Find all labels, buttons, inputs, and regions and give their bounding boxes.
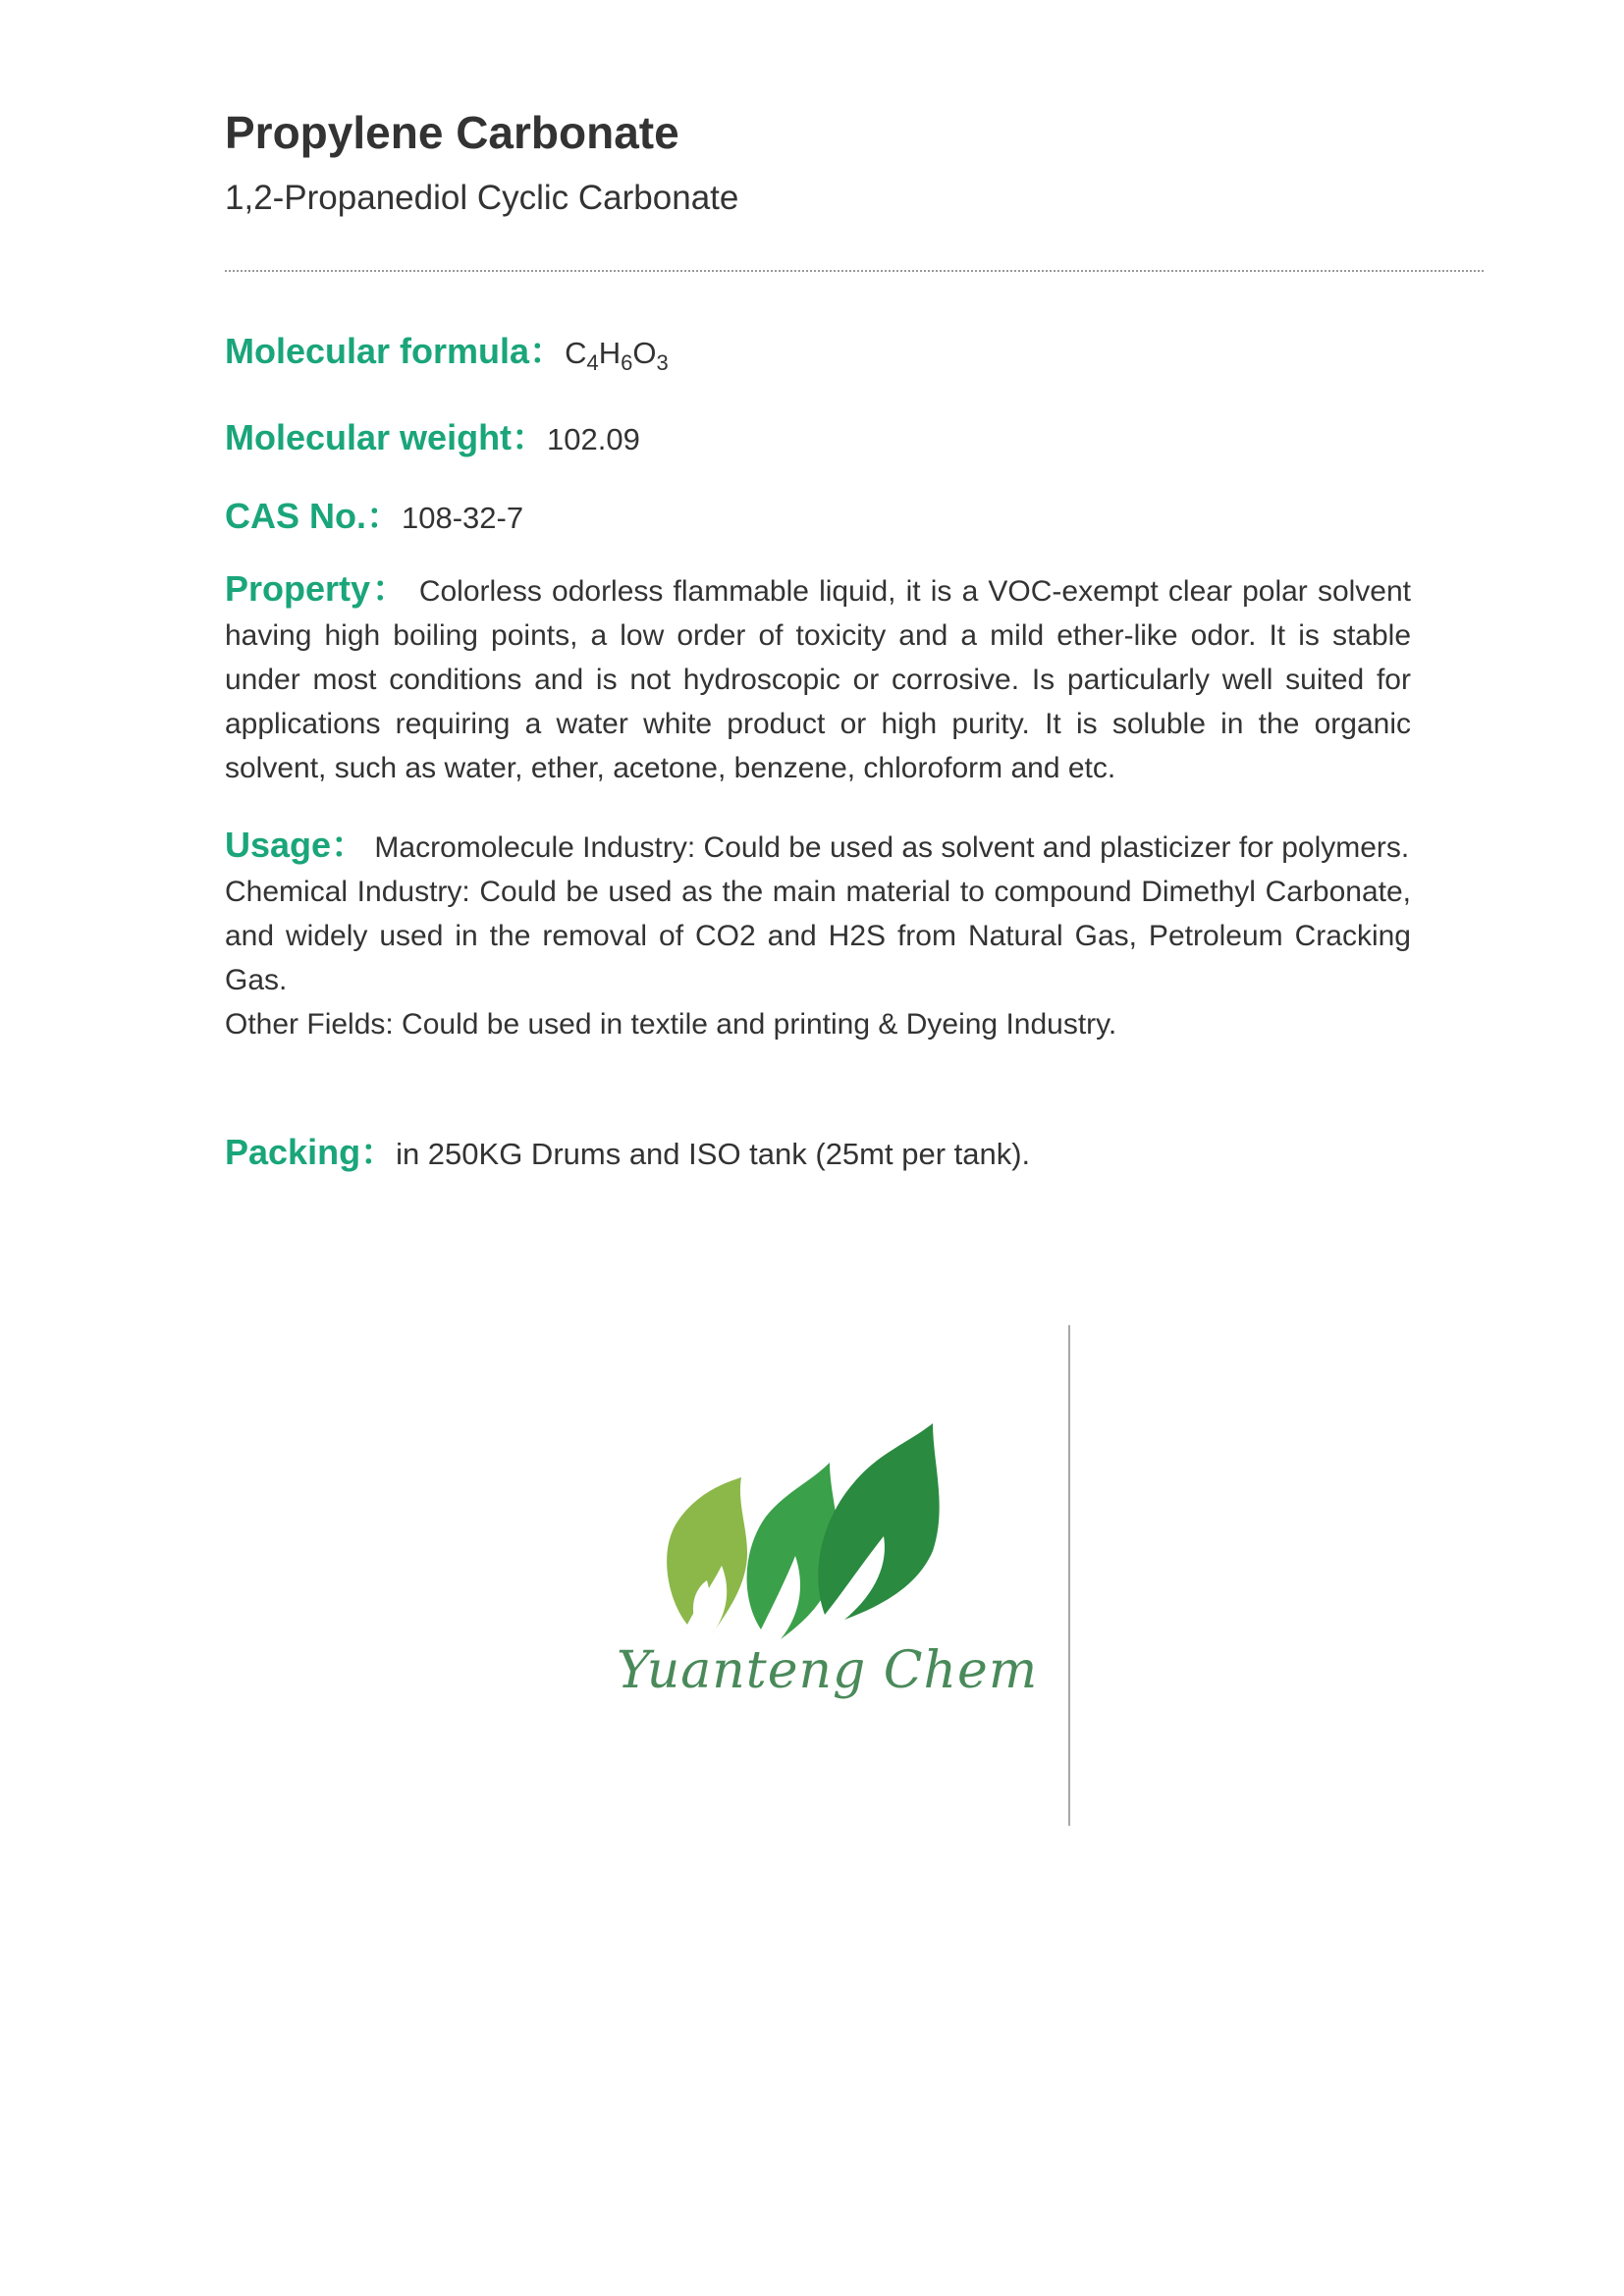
cas-number-row (225, 489, 523, 539)
cas-number-value: 108-32-7 (402, 501, 524, 535)
property-text: Colorless odorless flammable liquid, it is a VOC-exempt clear polar solvent having high boiling points, a low order of toxicity and a mild ether-like odor. It is stable under most conditions and is not hydroscopic or corrosive. Is particularly well suited for applications requiring a water white product or high purity. It is soluble in the organic solvent, such as water, ether, acetone, benzene, chloroform and etc. (225, 575, 1411, 784)
usage-line-other: Other Fields: Could be used in textile and printing & Dyeing Industry. (225, 1008, 1117, 1041)
packing-row (225, 1125, 1030, 1175)
vertical-divider (1068, 1325, 1070, 1826)
property-section (225, 566, 1411, 790)
molecular-weight-value: 102.09 (547, 422, 640, 456)
leaves-logo-icon (550, 1335, 1060, 1826)
formula-element-c: C (565, 336, 587, 370)
logo-wordmark: Yuanteng Chem (617, 1641, 1039, 1700)
usage-text-macromolecule: Macromolecule Industry: Could be used as solvent and plasticizer for polymers. (374, 831, 1410, 864)
packing-label: Packing： (225, 1132, 397, 1172)
packing-text: in 250KG Drums and ISO tank (25mt per tank). (396, 1137, 1031, 1171)
usage-line-macromolecule (225, 823, 1411, 870)
usage-section (225, 823, 1411, 1046)
company-logo (550, 1335, 1060, 1826)
formula-subscript-h: 6 (621, 350, 633, 375)
molecular-weight-label: Molecular weight： (225, 417, 548, 457)
cas-number-label: CAS No.： (225, 496, 403, 536)
usage-line-chemical: Chemical Industry: Could be used as the main material to compound Dimethyl Carbonate, and widely used in the removal of CO2 and H2S from Natural Gas, Petroleum Cracking Gas. (225, 876, 1411, 996)
formula-subscript-o: 3 (656, 350, 669, 375)
molecular-formula-row (225, 324, 669, 376)
molecular-formula-value (565, 336, 669, 375)
formula-element-o: O (632, 336, 657, 370)
molecular-formula-label: Molecular formula： (225, 331, 566, 371)
formula-subscript-c: 4 (586, 350, 599, 375)
dotted-divider (225, 270, 1484, 272)
property-label: Property： (225, 568, 409, 609)
page-title: Propylene Carbonate (225, 107, 679, 158)
page-subtitle: 1,2-Propanediol Cyclic Carbonate (225, 179, 739, 217)
leaf-dark-icon (818, 1423, 939, 1620)
molecular-weight-row (225, 410, 640, 460)
formula-element-h: H (598, 336, 622, 370)
usage-label: Usage： (225, 825, 367, 865)
